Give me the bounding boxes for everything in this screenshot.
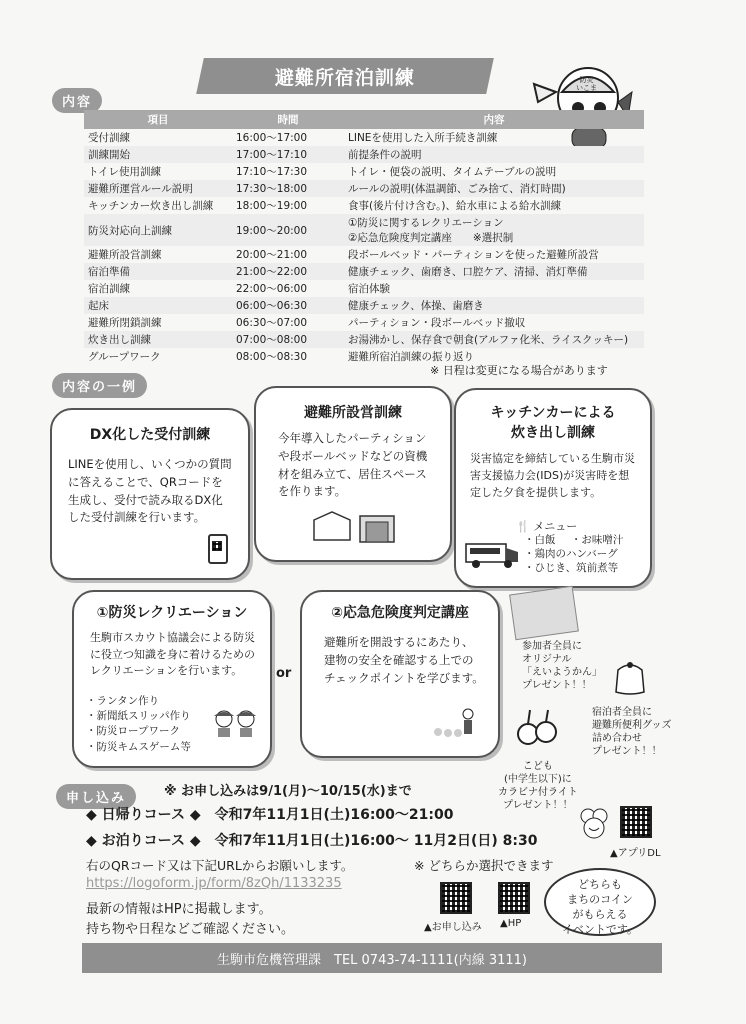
menu-item: ・ひじき、筑前煮等 xyxy=(524,562,619,574)
menu-item: ・鶏肉のハンバーグ xyxy=(524,548,618,560)
fork-knife-icon: 🍴 xyxy=(516,520,530,533)
kitchen-car-box xyxy=(454,388,652,588)
list-item: ・ランタン作り xyxy=(86,695,160,707)
row-time: 08:00～08:30 xyxy=(236,351,308,363)
table-row xyxy=(84,146,644,163)
row-time: 16:00～17:00 xyxy=(236,132,308,144)
info-line2: 持ち物や日程などご確認ください。 xyxy=(86,922,295,937)
apply-qr-code[interactable] xyxy=(440,882,472,914)
mascot-badge-line1: 防災 xyxy=(579,76,594,84)
table-row xyxy=(84,214,644,246)
row-desc-line2: ②応急危険度判定講座 ※選択制 xyxy=(348,232,514,244)
row-desc: お湯沸かし、保存食で朝食(アルファ化米、ライスクッキー) xyxy=(344,331,644,348)
row-time: 17:00～17:10 xyxy=(232,146,344,163)
menu-item: ・白飯 xyxy=(524,534,556,546)
row-time: 06:00～06:30 xyxy=(232,297,344,314)
shelter-setup-box xyxy=(254,386,452,562)
row-time: 19:00～20:00 xyxy=(232,214,344,246)
table-row xyxy=(84,263,644,280)
menu-item: ・お味噌汁 xyxy=(570,534,624,546)
row-time: 07:00～08:00 xyxy=(232,331,344,348)
row-time: 17:10～17:30 xyxy=(236,166,308,178)
hp-qr-code[interactable] xyxy=(498,882,530,914)
row-desc: パーティション・段ボールベッド撤収 xyxy=(348,317,526,329)
example-tag: 内容の一例 xyxy=(52,373,147,398)
row-item: キッチンカー炊き出し訓練 xyxy=(88,200,214,212)
row-item: 訓練開始 xyxy=(84,146,232,163)
row-item: 宿泊準備 xyxy=(84,263,232,280)
table-row xyxy=(84,246,644,263)
dx-body: LINEを使用し、いくつかの質問に答えることで、QRコードを生成し、受付で読み取るDX化した受付訓練を行います。 xyxy=(68,457,232,525)
row-desc: 段ボールベッド・パーティションを使った避難所設営 xyxy=(348,249,599,261)
shelter-title: 避難所設営訓練 xyxy=(304,405,402,421)
table-row xyxy=(84,129,644,146)
apply-period: ※ お申し込みは9/1(月)～10/15(水)まで xyxy=(164,784,412,799)
row-desc: ルールの説明(体温調節、ごみ捨て、消灯時間) xyxy=(344,180,644,197)
dx-reception-box xyxy=(50,408,250,580)
app-qr-label: ▲アプリDL xyxy=(610,848,661,859)
row-item: トイレ使用訓練 xyxy=(88,166,161,178)
row-desc: 食事(後片付け含む。)、給水車による給水訓練 xyxy=(348,200,561,212)
table-row xyxy=(84,280,644,297)
kitchen-car-illustration xyxy=(464,538,520,570)
menu-label xyxy=(516,518,577,534)
row-item: 宿泊訓練 xyxy=(88,283,130,295)
row-time: 22:00～06:00 xyxy=(236,283,308,295)
row-item: 避難所設営訓練 xyxy=(88,249,162,261)
row-item: 受付訓練 xyxy=(88,132,130,144)
recreation-list xyxy=(86,694,191,755)
table-row xyxy=(84,163,644,180)
yokan-gift-text: 参加者全員に オリジナル 「えいようかん」 プレゼント！！ xyxy=(522,641,602,691)
row-desc: 健康チェック、歯磨き、口腔ケア、清掃、消灯準備 xyxy=(344,263,644,280)
scouts-illustration xyxy=(210,708,260,738)
smartphone-icon xyxy=(208,534,228,564)
apply-tag: 申し込み xyxy=(56,784,136,809)
kids-gift-text: こども (中学生以下)に カラビナ付ライト プレゼント！！ xyxy=(498,761,578,811)
list-item: ・新聞紙スリッパ作り xyxy=(86,710,191,723)
schedule-table xyxy=(84,110,644,365)
recreation-body: 生駒市スカウト協議会による防災に役立つ知識を身に着けるためのレクリエーションを行います。 xyxy=(90,631,255,677)
content-tag: 内容 xyxy=(52,88,102,113)
row-desc-line1: ①防災に関するレクリエーション xyxy=(348,217,504,229)
row-desc xyxy=(344,214,644,246)
shelter-body: 今年導入したパーティションや段ボールベッドなどの資機材を組み立て、居住スペースを作ります。 xyxy=(278,431,428,499)
row-item: 防災対応向上訓練 xyxy=(84,214,232,246)
inspection-body: 避難所を開設するにあたり、建物の安全を確認する上でのチェックポイントを学びます。 xyxy=(324,635,484,685)
apply-qr-label: ▲お申し込み xyxy=(424,922,482,933)
row-desc: 避難所宿泊訓練の振り返り xyxy=(348,351,474,363)
table-row xyxy=(84,314,644,331)
apply-url-link[interactable]: https://logoform.jp/form/8zQh/1133235 xyxy=(86,876,342,891)
kitchen-title-line1: キッチンカーによる xyxy=(490,405,616,421)
goods-gift-text: 宿泊者全員に 避難所便利グッズ 詰め合わせ プレゼント！！ xyxy=(592,707,672,757)
coin-mascot-icon xyxy=(576,806,612,840)
menu-list xyxy=(524,533,623,575)
mascot-badge xyxy=(576,76,597,92)
schedule-note: ※ 日程は変更になる場合があります xyxy=(430,364,608,377)
row-desc: 前提条件の説明 xyxy=(344,146,644,163)
list-item: ・防災ロープワーク xyxy=(86,725,180,738)
recreation-title: ①防災レクリエーション xyxy=(96,605,248,621)
coin-event-bubble: どちらも まちのコイン がもらえる イベントです。 xyxy=(544,868,656,936)
dx-title: DX化した受付訓練 xyxy=(89,427,211,443)
partition-bed-illustration xyxy=(310,506,400,546)
table-row xyxy=(84,297,644,314)
table-row xyxy=(84,197,644,214)
row-time: 06:30～07:00 xyxy=(236,317,308,329)
row-desc: 宿泊体験 xyxy=(348,283,390,295)
yokan-gift-illustration xyxy=(509,586,579,640)
row-item: 炊き出し訓練 xyxy=(84,331,232,348)
page-title-banner xyxy=(196,58,494,94)
row-time: 21:00～22:00 xyxy=(232,263,344,280)
carabiner-light-icon xyxy=(514,708,560,748)
inspection-box xyxy=(300,590,500,758)
kitchen-title-line2: 炊き出し訓練 xyxy=(511,425,595,441)
recreation-box xyxy=(72,590,272,768)
inspection-title: ②応急危険度判定講座 xyxy=(331,605,469,621)
app-qr-code[interactable] xyxy=(620,806,652,838)
row-desc: LINEを使用した入所手続き訓練 xyxy=(348,132,498,144)
table-row xyxy=(84,180,644,197)
row-item: 避難所閉鎖訓練 xyxy=(88,317,162,329)
goods-bag-icon xyxy=(612,656,648,696)
list-item: ・防災キムスゲーム等 xyxy=(86,740,191,753)
table-row xyxy=(84,331,644,348)
header-item: 項目 xyxy=(84,110,232,129)
footer-contact: 生駒市危機管理課 TEL 0743-74-1111(内線 3111) xyxy=(82,943,662,973)
row-item: 避難所運営ルール説明 xyxy=(84,180,232,197)
row-desc: トイレ・便袋の説明、タイムテーブルの説明 xyxy=(348,166,557,178)
kitchen-body: 災害協定を締結している生駒市災害支援協力会(IDS)が災害時を想定した夕食を提供します。 xyxy=(470,452,635,500)
lecture-illustration xyxy=(430,706,480,740)
row-item: 起床 xyxy=(84,297,232,314)
qr-instruction: 右のQRコード又は下記URLからお願いします。 xyxy=(86,858,354,873)
or-label: or xyxy=(276,666,292,681)
day-course: ◆ 日帰りコース ◆ 令和7年11月1日(土)16:00～21:00 xyxy=(86,807,454,823)
row-time: 17:30～18:00 xyxy=(232,180,344,197)
hp-qr-label: ▲HP xyxy=(500,918,522,929)
row-desc: 健康チェック、体操、歯磨き xyxy=(344,297,644,314)
row-time: 20:00～21:00 xyxy=(236,249,308,261)
row-item: グループワーク xyxy=(88,351,161,363)
schedule-header-row xyxy=(84,110,644,129)
menu-label-text: メニュー xyxy=(533,520,578,533)
header-time: 時間 xyxy=(232,110,344,129)
info-line1: 最新の情報はHPに掲載します。 xyxy=(86,902,272,917)
row-time: 18:00～19:00 xyxy=(236,200,308,212)
stay-course: ◆ お泊りコース ◆ 令和7年11月1日(土)16:00～ 11月2日(日) 8:30 xyxy=(86,833,538,849)
header-content: 内容 xyxy=(344,110,644,129)
mascot-badge-line2: いこま xyxy=(576,84,597,92)
page-title: 避難所宿泊訓練 xyxy=(274,66,415,89)
choose-note: ※ どちらか選択できます xyxy=(414,858,554,873)
